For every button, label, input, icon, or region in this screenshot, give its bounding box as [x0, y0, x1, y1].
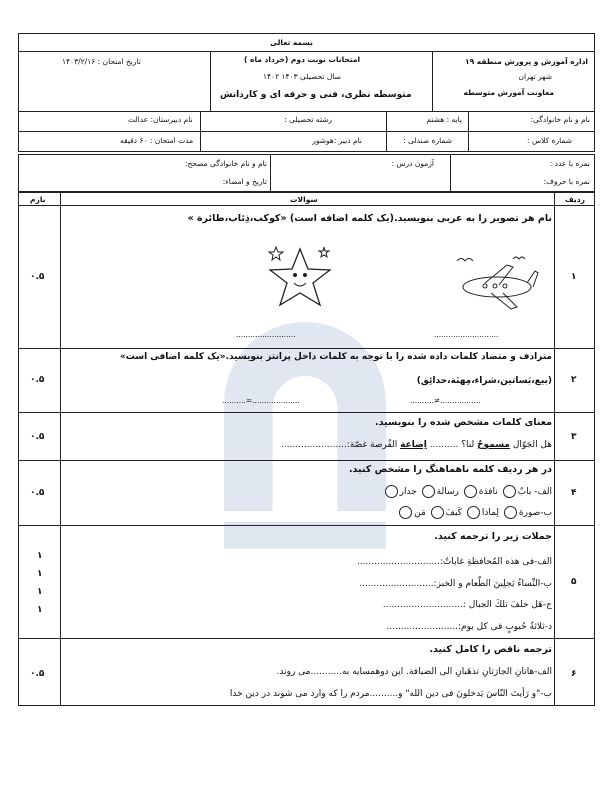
q4-r2-option-1[interactable]: [504, 506, 517, 519]
q3-line: هل الجَوّال مسموحٌ لنا؟ .......... اِضاعة الفُرصة غصّة:.......................: [280, 440, 552, 450]
corrector-name-label: نام و نام خانوادگی مصحح:: [184, 159, 267, 168]
q6-line-1: الف-هاتانِ الجارَتانِ تذهَبانِ الی الضیافة. این دوهمسایه به...........می روند.: [276, 667, 552, 677]
q5-score-1: ۱: [37, 551, 43, 561]
q5-line-3: ج-هَل خلفَ تلكَ الجبال :............................: [382, 600, 552, 610]
q4-r1-option-3[interactable]: [422, 485, 435, 498]
q5-line-4: د-ثلاثةُ حُبوبٍ فی کل یوم:.........................: [386, 622, 552, 632]
q4-r1-option-1[interactable]: [503, 485, 516, 498]
office-line-1: اداره آموزش و پرورش منطقه ۱۹: [465, 57, 588, 66]
col-row-header: ردیف: [565, 195, 585, 204]
score-box: [18, 154, 595, 192]
col-questions-header: سوالات: [290, 195, 318, 204]
field-label: رشته تحصیلی :: [284, 115, 332, 124]
q5-score-4: ۱: [37, 605, 43, 615]
seat-no-label: شماره صندلی :: [403, 136, 452, 145]
q4-r2-option-4[interactable]: [399, 506, 412, 519]
q4-r2-option-2[interactable]: [467, 506, 480, 519]
q1-score: ۰.۵: [30, 272, 45, 282]
score-text-label: نمره با حروف:: [543, 177, 590, 186]
principal-label: نام دبیرستان: عدالت: [128, 115, 193, 124]
q5-line-1: الف-فی هذه المُحافظةِ غاباتٌ:.............................: [356, 557, 552, 567]
q1-title: نام هر تصویر را به عربی بنویسید.(یک کلمه اضافه است) «کوکب،ذِئاب،طائرة »: [187, 213, 552, 224]
q5-title: جملات زیر را ترجمه کنید.: [434, 531, 552, 542]
q4-r2-option-3[interactable]: [431, 506, 444, 519]
q6-title: ترجمه ناقص را کامل کنید.: [429, 644, 552, 655]
q4-number: ۴: [571, 488, 577, 498]
course-exam-label: آزمون درس :: [391, 159, 434, 168]
q4-row-1: الف- بابٌ نافذة رسالة جدار: [383, 485, 552, 498]
q5-score-2: ۱: [37, 569, 43, 579]
teacher-label: نام دبیر :هوشور: [312, 136, 362, 145]
q5-score-3: ۱: [37, 587, 43, 597]
q1-blank-star[interactable]: .........................: [236, 330, 296, 339]
student-name-label: نام و نام خانوادگی:: [530, 115, 590, 124]
q4-row-2: ب-صورة لِماذا کَیفَ مَن: [397, 506, 552, 519]
exam-date: تاریخ امتحان : ۱۴۰۳/۲/۱۶: [62, 57, 141, 66]
bismillah: بسمه تعالی: [270, 38, 313, 47]
q6-score: ۰.۵: [30, 669, 45, 679]
q3-number: ۳: [571, 432, 577, 442]
q1-blank-airplane[interactable]: ...........................: [434, 330, 499, 339]
q2-score: ۰.۵: [30, 375, 45, 385]
q2-title: مترادف و متضاد کلمات داده شده را با توجه به کلمات داخل پرانتز بنویسید.«یک کلمه اضافی است»: [119, 352, 552, 362]
q2-words: (بیع،بَساتین،شراء،مِهنَة،حدائِق): [416, 376, 552, 386]
duration-label: مدت امتحان : ۶۰ دقیقه: [120, 136, 194, 145]
airplane-image: [455, 255, 540, 317]
q2-blank-antonym[interactable]: .................≠..........: [410, 396, 481, 405]
q3-title: معنای کلمات مشخص شده را بنویسید.: [375, 417, 552, 428]
class-no-label: شماره کلاس :: [527, 136, 572, 145]
office-line-2: شهر تهران: [518, 72, 552, 81]
q4-r1-option-2[interactable]: [464, 485, 477, 498]
date-sign-label: تاریخ و امضاء:: [222, 177, 267, 186]
q4-title: در هر ردیف کلمه ناهماهنگ را مشخص کنید.: [348, 464, 552, 475]
q2-number: ۲: [571, 375, 577, 385]
grade-label: پایه : هشتم: [426, 115, 462, 124]
score-number-label: نمره با عدد :: [549, 159, 590, 168]
q5-number: ۵: [571, 577, 577, 587]
office-line-3: معاونت آموزش متوسطه: [463, 88, 554, 97]
q4-score: ۰.۵: [30, 488, 45, 498]
star-image: [262, 243, 337, 313]
q5-line-2: ب-النِّساءُ یَجلِبنَ الطّعام و الخبز:..........................: [359, 579, 552, 589]
exam-title: امتحانات نوبت دوم (خرداد ماه ): [244, 55, 361, 64]
q6-line-2: ب-"و رَأیتَ النّاسَ یَدخلونَ فی دین الله" و..........مردم را که وارد می شوند در دین خدا: [229, 689, 552, 699]
q6-number: ۶: [571, 669, 577, 679]
q3-score: ۰.۵: [30, 432, 45, 442]
school-year: سال تحصیلی ۱۴۰۳ ۱۴۰۲: [263, 72, 341, 81]
col-score-header: بارم: [30, 195, 46, 204]
q1-number: ۱: [571, 272, 577, 282]
q2-blank-synonym[interactable]: ....................=..........: [222, 396, 300, 405]
school-type: متوسطه نظری، فنی و حرفه ای و کاردانش: [220, 90, 412, 100]
q4-r1-option-4[interactable]: [385, 485, 398, 498]
